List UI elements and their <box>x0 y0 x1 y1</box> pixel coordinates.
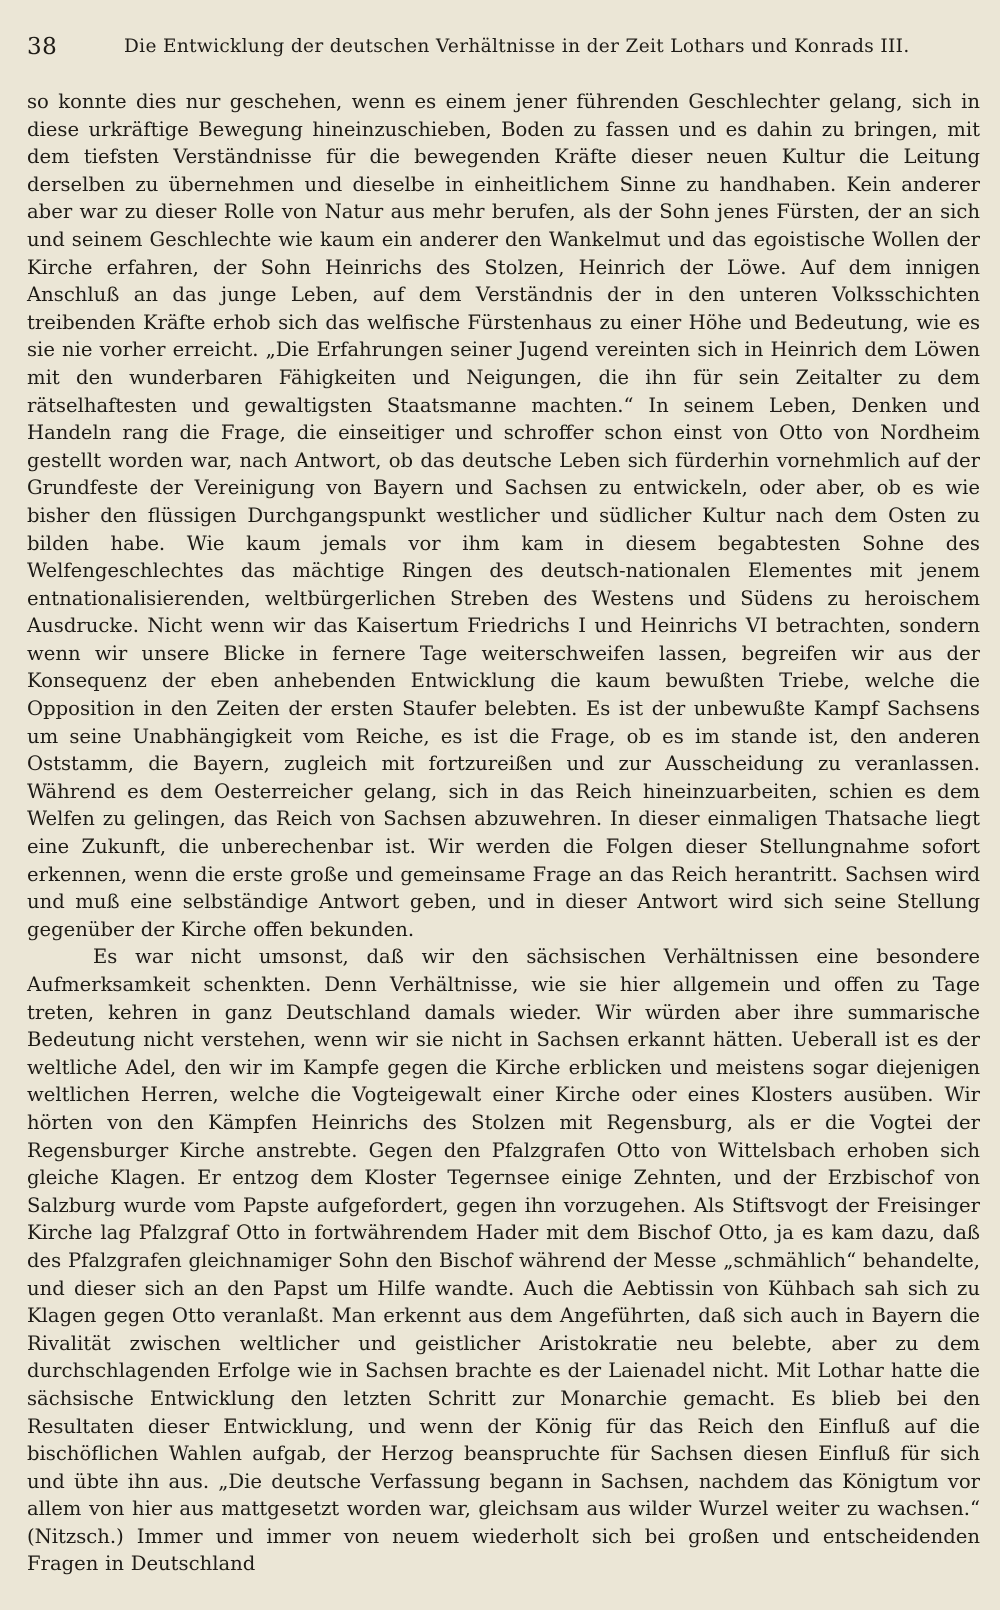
body-text <box>27 88 980 1578</box>
paragraph: so konnte dies nur geschehen, wenn es einem jener führenden Geschlechter gelang, sich in diese urkräftige Bewegung hineinzuschieben, Boden zu fassen und es dahin zu bringen, mit dem tiefsten Verständnisse für die bewegenden Kräfte dieser neuen Kultur die Leitung derselben zu übernehmen und dieselbe in einheitlichem Sinne zu handhaben. Kein anderer aber war zu dieser Rolle von Natur aus mehr berufen, als der Sohn jenes Fürsten, der an sich und seinem Geschlechte wie kaum ein anderer den Wankelmut und das egoistische Wollen der Kirche erfahren, der Sohn Heinrichs des Stolzen, Heinrich der Löwe. Auf dem innigen Anschluß an das junge Leben, auf dem Verständnis der in den unteren Volksschichten treibenden Kräfte erhob sich das welfische Fürstenhaus zu einer Höhe und Bedeutung, wie es sie nie vorher erreicht. „Die Erfahrungen seiner Jugend vereinten sich in Heinrich dem Löwen mit den wunderbaren Fähigkeiten und Neigungen, die ihn für sein Zeitalter zu dem rätselhaftesten und gewaltigsten Staatsmanne machten.“ In seinem Leben, Denken und Handeln rang die Frage, die einseitiger und schroffer schon einst von Otto von Nordheim gestellt worden war, nach Antwort, ob das deutsche Leben sich fürderhin vornehmlich auf der Grundfeste der Vereinigung von Bayern und Sachsen zu entwickeln, oder aber, ob es wie bisher den flüssigen Durchgangspunkt westlicher und südlicher Kultur nach dem Osten zu bilden habe. Wie kaum jemals vor ihm kam in diesem begabtesten Sohne des Welfengeschlechtes das mächtige Ringen des deutsch-nationalen Elementes mit jenem entnationalisierenden, weltbürgerlichen Streben des Westens und Südens zu heroischem Ausdrucke. Nicht wenn wir das Kaisertum Friedrichs I und Heinrichs VI betrachten, sondern wenn wir unsere Blicke in fernere Tage weiterschweifen lassen, begreifen wir aus der Konsequenz der eben anhebenden Entwicklung die kaum bewußten Triebe, welche die Opposition in den Zeiten der ersten Staufer belebten. Es ist der unbewußte Kampf Sachsens um seine Unabhängigkeit vom Reiche, es ist die Frage, ob es im stande ist, den anderen Oststamm, die Bayern, zugleich mit fortzureißen und zur Ausscheidung zu veranlassen. Während es dem Oesterreicher gelang, sich in das Reich hineinzuarbeiten, schien es dem Welfen zu gelingen, das Reich von Sachsen abzuwehren. In dieser einmaligen Thatsache liegt eine Zukunft, die unberechenbar ist. Wir werden die Folgen dieser Stellungnahme sofort erkennen, wenn die erste große und gemeinsame Frage an das Reich herantritt. Sachsen wird und muß eine selbständige Antwort geben, und in dieser Antwort wird sich seine Stellung gegenüber der Kirche offen bekunden. <box>27 90 980 941</box>
page-number: 38 <box>27 34 58 60</box>
paragraph: Es war nicht umsonst, daß wir den sächsischen Verhältnissen eine besondere Aufmerksamkeit schenkten. Denn Verhältnisse, wie sie hier allgemein und offen zu Tage treten, kehren in ganz Deutschland damals wieder. Wir würden aber ihre summarische Bedeutung nicht verstehen, wenn wir sie nicht in Sachsen erkannt hätten. Ueberall ist es der weltliche Adel, den wir im Kampfe gegen die Kirche erblicken und meistens sogar diejenigen weltlichen Herren, welche die Vogteigewalt einer Kirche oder eines Klosters ausüben. Wir hörten von den Kämpfen Heinrichs des Stolzen mit Regensburg, als er die Vogtei der Regensburger Kirche anstrebte. Gegen den Pfalzgrafen Otto von Wittelsbach erhoben sich gleiche Klagen. Er entzog dem Kloster Tegernsee einige Zehnten, und der Erzbischof von Salzburg wurde vom Papste aufgefordert, gegen ihn vorzugehen. Als Stiftsvogt der Freisinger Kirche lag Pfalzgraf Otto in fortwährendem Hader mit dem Bischof Otto, ja es kam dazu, daß des Pfalzgrafen gleichnamiger Sohn den Bischof während der Messe „schmählich“ behandelte, und dieser sich an den Papst um Hilfe wandte. Auch die Aebtissin von Kühbach sah sich zu Klagen gegen Otto veranlaßt. Man erkennt aus dem Angeführten, daß sich auch in Bayern die Rivalität zwischen weltlicher und geistlicher Aristokratie neu belebte, aber zu dem durchschlagenden Erfolge wie in Sachsen brachte es der Laienadel nicht. Mit Lothar hatte die sächsische Entwicklung den letzten Schritt zur Monarchie gemacht. Es blieb bei den Resultaten dieser Entwicklung, und wenn der König für das Reich den Einfluß auf die bischöflichen Wahlen aufgab, der Herzog beanspruchte für Sachsen diesen Einfluß für sich und übte ihn aus. „Die deutsche Verfassung begann in Sachsen, nachdem das Königtum vor allem von hier aus mattgesetzt worden war, gleichsam aus wilder Wurzel weiter zu wachsen.“ (Nitzsch.) Immer und immer von neuem wiederholt sich bei großen und entscheidenden Fragen in Deutschland <box>27 945 980 1576</box>
running-title: Die Entwicklung der deutschen Verhältnisse in der Zeit Lothars und Konrads III. <box>124 36 910 57</box>
page-header <box>27 32 980 62</box>
